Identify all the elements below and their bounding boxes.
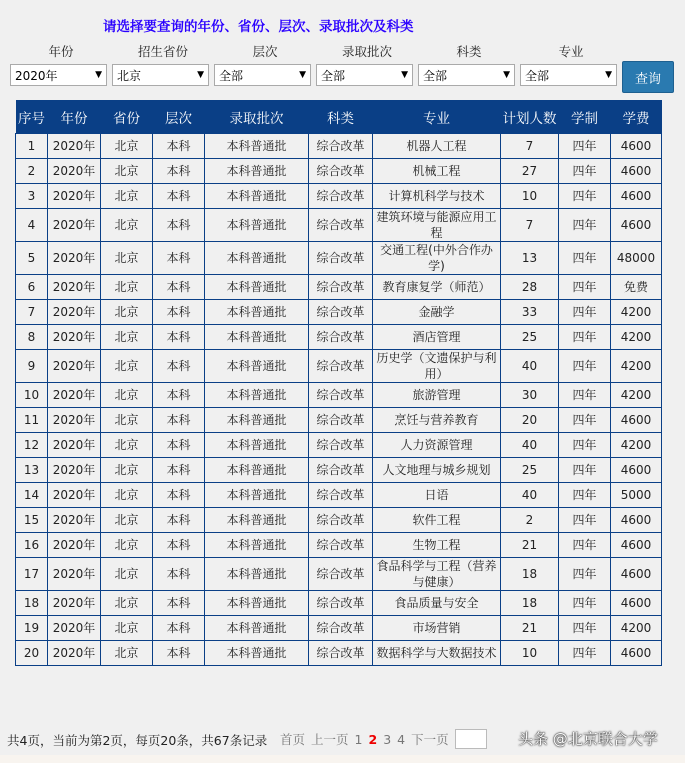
table-cell: 日语 xyxy=(373,483,501,508)
table-cell: 机器人工程 xyxy=(373,134,501,159)
table-cell: 综合改革 xyxy=(309,383,373,408)
table-cell: 21 xyxy=(501,616,559,641)
table-cell: 北京 xyxy=(101,458,153,483)
table-cell: 13 xyxy=(501,242,559,275)
table-cell: 5000 xyxy=(611,483,662,508)
chevron-down-icon: ▼ xyxy=(197,70,204,80)
table-cell: 酒店管理 xyxy=(373,325,501,350)
chevron-down-icon: ▼ xyxy=(605,70,612,80)
table-cell: 北京 xyxy=(101,408,153,433)
page-link-4[interactable]: 4 xyxy=(397,731,406,747)
table-cell: 本科 xyxy=(153,533,205,558)
table-cell: 本科 xyxy=(153,242,205,275)
table-row xyxy=(16,184,662,209)
filter-select[interactable] xyxy=(418,64,515,86)
table-cell: 2020年 xyxy=(48,483,101,508)
table-cell: 交通工程(中外合作办学) xyxy=(373,242,501,275)
table-cell: 9 xyxy=(16,350,48,383)
table-cell: 北京 xyxy=(101,508,153,533)
table-cell: 2020年 xyxy=(48,533,101,558)
table-cell: 本科 xyxy=(153,483,205,508)
table-cell: 本科普通批 xyxy=(205,408,309,433)
table-cell: 4 xyxy=(16,209,48,242)
query-button[interactable]: 查询 xyxy=(622,61,674,93)
table-cell: 15 xyxy=(16,508,48,533)
column-header: 学费 xyxy=(611,100,662,134)
table-cell: 7 xyxy=(501,134,559,159)
table-row xyxy=(16,383,662,408)
table-cell: 四年 xyxy=(559,616,611,641)
table-cell: 12 xyxy=(16,433,48,458)
table-cell: 本科普通批 xyxy=(205,134,309,159)
table-row xyxy=(16,641,662,666)
table-cell: 北京 xyxy=(101,300,153,325)
table-cell: 2020年 xyxy=(48,300,101,325)
table-cell: 烹饪与营养教育 xyxy=(373,408,501,433)
next-page-link[interactable]: 下一页 xyxy=(411,732,449,747)
column-header: 科类 xyxy=(309,100,373,134)
pagination xyxy=(280,729,487,749)
table-cell: 综合改革 xyxy=(309,325,373,350)
table-cell: 综合改革 xyxy=(309,533,373,558)
table-cell: 4600 xyxy=(611,591,662,616)
table-cell: 本科 xyxy=(153,508,205,533)
table-cell: 30 xyxy=(501,383,559,408)
table-cell: 四年 xyxy=(559,275,611,300)
table-row xyxy=(16,300,662,325)
column-header: 计划人数 xyxy=(501,100,559,134)
chevron-down-icon: ▼ xyxy=(503,70,510,80)
table-cell: 2 xyxy=(501,508,559,533)
table-cell: 北京 xyxy=(101,134,153,159)
table-cell: 2020年 xyxy=(48,209,101,242)
table-cell: 4600 xyxy=(611,209,662,242)
table-cell: 2020年 xyxy=(48,325,101,350)
table-row xyxy=(16,433,662,458)
table-row xyxy=(16,242,662,275)
table-cell: 本科 xyxy=(153,134,205,159)
filter-select[interactable] xyxy=(520,64,617,86)
table-cell: 本科 xyxy=(153,275,205,300)
table-cell: 21 xyxy=(501,533,559,558)
table-cell: 本科 xyxy=(153,433,205,458)
select-value: 2020年 xyxy=(15,68,58,83)
page-jump-input[interactable] xyxy=(455,729,487,749)
table-cell: 25 xyxy=(501,325,559,350)
table-cell: 本科 xyxy=(153,300,205,325)
table-row xyxy=(16,209,662,242)
table-cell: 四年 xyxy=(559,533,611,558)
select-value: 全部 xyxy=(321,68,346,83)
table-cell: 本科 xyxy=(153,159,205,184)
table-cell: 8 xyxy=(16,325,48,350)
table-cell: 综合改革 xyxy=(309,184,373,209)
column-header: 年份 xyxy=(48,100,101,134)
table-cell: 免费 xyxy=(611,275,662,300)
table-cell: 4600 xyxy=(611,508,662,533)
table-cell: 四年 xyxy=(559,641,611,666)
table-cell: 7 xyxy=(501,209,559,242)
table-cell: 北京 xyxy=(101,209,153,242)
table-cell: 综合改革 xyxy=(309,508,373,533)
table-cell: 本科普通批 xyxy=(205,458,309,483)
table-cell: 人力资源管理 xyxy=(373,433,501,458)
table-cell: 四年 xyxy=(559,508,611,533)
table-cell: 2020年 xyxy=(48,350,101,383)
table-cell: 19 xyxy=(16,616,48,641)
select-value: 全部 xyxy=(423,68,448,83)
table-cell: 本科普通批 xyxy=(205,483,309,508)
table-cell: 北京 xyxy=(101,433,153,458)
table-cell: 历史学（文遗保护与利用） xyxy=(373,350,501,383)
table-cell: 4600 xyxy=(611,458,662,483)
table-cell: 食品质量与安全 xyxy=(373,591,501,616)
table-cell: 7 xyxy=(16,300,48,325)
table-cell: 本科 xyxy=(153,641,205,666)
table-cell: 市场营销 xyxy=(373,616,501,641)
column-header: 学制 xyxy=(559,100,611,134)
table-cell: 本科普通批 xyxy=(205,325,309,350)
table-cell: 20 xyxy=(501,408,559,433)
table-cell: 北京 xyxy=(101,616,153,641)
page-link-3[interactable]: 3 xyxy=(383,731,392,747)
table-cell: 北京 xyxy=(101,641,153,666)
table-cell: 综合改革 xyxy=(309,483,373,508)
table-cell: 本科 xyxy=(153,558,205,591)
table-cell: 旅游管理 xyxy=(373,383,501,408)
table-row xyxy=(16,408,662,433)
table-cell: 机械工程 xyxy=(373,159,501,184)
table-cell: 4600 xyxy=(611,641,662,666)
table-cell: 2020年 xyxy=(48,508,101,533)
table-row xyxy=(16,159,662,184)
table-cell: 48000 xyxy=(611,242,662,275)
table-cell: 28 xyxy=(501,275,559,300)
table-cell: 4200 xyxy=(611,383,662,408)
select-value: 全部 xyxy=(525,68,550,83)
table-cell: 本科普通批 xyxy=(205,159,309,184)
table-cell: 本科普通批 xyxy=(205,533,309,558)
column-header: 序号 xyxy=(16,100,48,134)
table-cell: 综合改革 xyxy=(309,408,373,433)
table-cell: 本科普通批 xyxy=(205,350,309,383)
table-cell: 本科 xyxy=(153,383,205,408)
table-cell: 13 xyxy=(16,458,48,483)
table-row xyxy=(16,508,662,533)
page-link-1[interactable]: 1 xyxy=(354,731,363,747)
table-cell: 2020年 xyxy=(48,184,101,209)
table-cell: 综合改革 xyxy=(309,433,373,458)
select-value: 全部 xyxy=(219,68,244,83)
table-cell: 四年 xyxy=(559,408,611,433)
table-cell: 27 xyxy=(501,159,559,184)
table-cell: 本科普通批 xyxy=(205,184,309,209)
table-cell: 人文地理与城乡规划 xyxy=(373,458,501,483)
page-link-2[interactable]: 2 xyxy=(368,731,378,747)
table-row xyxy=(16,591,662,616)
table-cell: 20 xyxy=(16,641,48,666)
table-cell: 四年 xyxy=(559,383,611,408)
table-cell: 本科 xyxy=(153,616,205,641)
table-cell: 北京 xyxy=(101,383,153,408)
table-cell: 10 xyxy=(501,641,559,666)
table-cell: 四年 xyxy=(559,209,611,242)
table-cell: 本科普通批 xyxy=(205,383,309,408)
table-cell: 综合改革 xyxy=(309,159,373,184)
table-cell: 计算机科学与技术 xyxy=(373,184,501,209)
table-cell: 40 xyxy=(501,350,559,383)
filter-label: 招生省份 xyxy=(137,44,188,59)
table-cell: 2020年 xyxy=(48,433,101,458)
table-cell: 四年 xyxy=(559,483,611,508)
table-cell: 2020年 xyxy=(48,383,101,408)
table-cell: 综合改革 xyxy=(309,275,373,300)
table-cell: 本科 xyxy=(153,184,205,209)
table-cell: 18 xyxy=(501,591,559,616)
table-cell: 本科普通批 xyxy=(205,591,309,616)
chevron-down-icon: ▼ xyxy=(401,70,408,80)
table-cell: 综合改革 xyxy=(309,558,373,591)
table-cell: 综合改革 xyxy=(309,134,373,159)
table-cell: 综合改革 xyxy=(309,616,373,641)
filter-label: 层次 xyxy=(252,44,278,59)
table-cell: 4600 xyxy=(611,408,662,433)
filter-label: 科类 xyxy=(456,44,482,59)
table-cell: 33 xyxy=(501,300,559,325)
table-cell: 北京 xyxy=(101,242,153,275)
table-cell: 14 xyxy=(16,483,48,508)
table-cell: 4600 xyxy=(611,184,662,209)
table-cell: 本科普通批 xyxy=(205,616,309,641)
table-cell: 综合改革 xyxy=(309,458,373,483)
table-cell: 四年 xyxy=(559,458,611,483)
table-cell: 本科普通批 xyxy=(205,209,309,242)
table-cell: 本科普通批 xyxy=(205,433,309,458)
record-summary: 共4页，当前为第2页，每页20条，共67条记录 xyxy=(7,733,268,748)
table-cell: 综合改革 xyxy=(309,300,373,325)
table-cell: 6 xyxy=(16,275,48,300)
column-header: 专业 xyxy=(373,100,501,134)
table-cell: 北京 xyxy=(101,483,153,508)
table-cell: 本科普通批 xyxy=(205,558,309,591)
table-row xyxy=(16,483,662,508)
column-header: 省份 xyxy=(101,100,153,134)
table-row xyxy=(16,616,662,641)
table-cell: 四年 xyxy=(559,591,611,616)
table-cell: 16 xyxy=(16,533,48,558)
table-cell: 教育康复学（师范） xyxy=(373,275,501,300)
table-cell: 本科 xyxy=(153,408,205,433)
results-table xyxy=(15,100,662,666)
table-cell: 综合改革 xyxy=(309,591,373,616)
table-cell: 4200 xyxy=(611,616,662,641)
filter-select[interactable] xyxy=(214,64,311,86)
filter-label: 年份 xyxy=(48,44,74,59)
table-cell: 软件工程 xyxy=(373,508,501,533)
table-cell: 1 xyxy=(16,134,48,159)
table-cell: 综合改革 xyxy=(309,242,373,275)
table-cell: 本科 xyxy=(153,458,205,483)
table-cell: 四年 xyxy=(559,300,611,325)
table-cell: 2020年 xyxy=(48,641,101,666)
table-cell: 北京 xyxy=(101,159,153,184)
page-title: 请选择要查询的年份、省份、层次、录取批次及科类 xyxy=(103,19,414,35)
table-cell: 18 xyxy=(16,591,48,616)
table-cell: 40 xyxy=(501,483,559,508)
table-cell: 四年 xyxy=(559,134,611,159)
table-cell: 本科 xyxy=(153,325,205,350)
column-header: 录取批次 xyxy=(205,100,309,134)
filter-label: 录取批次 xyxy=(341,44,392,59)
table-cell: 本科普通批 xyxy=(205,275,309,300)
table-cell: 4600 xyxy=(611,159,662,184)
table-cell: 2020年 xyxy=(48,558,101,591)
table-cell: 11 xyxy=(16,408,48,433)
table-row xyxy=(16,350,662,383)
table-cell: 本科 xyxy=(153,591,205,616)
table-cell: 综合改革 xyxy=(309,209,373,242)
table-cell: 综合改革 xyxy=(309,641,373,666)
table-row xyxy=(16,275,662,300)
table-cell: 17 xyxy=(16,558,48,591)
table-cell: 2020年 xyxy=(48,591,101,616)
table-cell: 2020年 xyxy=(48,616,101,641)
table-cell: 本科普通批 xyxy=(205,508,309,533)
table-cell: 2020年 xyxy=(48,242,101,275)
table-cell: 食品科学与工程（营养与健康） xyxy=(373,558,501,591)
table-cell: 5 xyxy=(16,242,48,275)
table-cell: 2020年 xyxy=(48,159,101,184)
table-cell: 四年 xyxy=(559,433,611,458)
table-cell: 本科 xyxy=(153,350,205,383)
table-cell: 18 xyxy=(501,558,559,591)
table-cell: 北京 xyxy=(101,591,153,616)
table-cell: 四年 xyxy=(559,350,611,383)
filter-label: 专业 xyxy=(558,44,584,59)
filter-select[interactable] xyxy=(112,64,209,86)
first-page-link[interactable]: 首页 xyxy=(280,732,306,747)
table-cell: 10 xyxy=(501,184,559,209)
table-cell: 4600 xyxy=(611,558,662,591)
table-cell: 4600 xyxy=(611,134,662,159)
table-cell: 2020年 xyxy=(48,275,101,300)
table-cell: 数据科学与大数据技术 xyxy=(373,641,501,666)
filter-select[interactable] xyxy=(316,64,413,86)
table-row xyxy=(16,458,662,483)
table-cell: 2020年 xyxy=(48,458,101,483)
table-cell: 北京 xyxy=(101,275,153,300)
select-value: 北京 xyxy=(117,68,142,83)
table-cell: 北京 xyxy=(101,558,153,591)
table-cell: 25 xyxy=(501,458,559,483)
watermark: 头条 @北京联合大学 xyxy=(518,730,658,748)
table-row xyxy=(16,558,662,591)
table-cell: 40 xyxy=(501,433,559,458)
table-cell: 2 xyxy=(16,159,48,184)
table-row xyxy=(16,134,662,159)
table-cell: 金融学 xyxy=(373,300,501,325)
chevron-down-icon: ▼ xyxy=(95,70,102,80)
table-cell: 本科普通批 xyxy=(205,300,309,325)
table-cell: 4200 xyxy=(611,433,662,458)
table-cell: 4200 xyxy=(611,300,662,325)
table-row xyxy=(16,325,662,350)
table-cell: 四年 xyxy=(559,325,611,350)
table-cell: 2020年 xyxy=(48,408,101,433)
table-cell: 3 xyxy=(16,184,48,209)
table-cell: 北京 xyxy=(101,350,153,383)
table-cell: 四年 xyxy=(559,558,611,591)
table-cell: 2020年 xyxy=(48,134,101,159)
chevron-down-icon: ▼ xyxy=(299,70,306,80)
table-cell: 4600 xyxy=(611,533,662,558)
table-cell: 4200 xyxy=(611,350,662,383)
bottom-strip xyxy=(0,755,685,763)
table-cell: 四年 xyxy=(559,159,611,184)
filter-select[interactable] xyxy=(10,64,107,86)
table-cell: 本科 xyxy=(153,209,205,242)
table-cell: 10 xyxy=(16,383,48,408)
table-cell: 综合改革 xyxy=(309,350,373,383)
column-header: 层次 xyxy=(153,100,205,134)
table-cell: 本科普通批 xyxy=(205,242,309,275)
table-cell: 北京 xyxy=(101,325,153,350)
table-cell: 四年 xyxy=(559,242,611,275)
table-row xyxy=(16,533,662,558)
table-cell: 北京 xyxy=(101,533,153,558)
table-cell: 生物工程 xyxy=(373,533,501,558)
table-cell: 建筑环境与能源应用工程 xyxy=(373,209,501,242)
table-cell: 4200 xyxy=(611,325,662,350)
table-cell: 本科普通批 xyxy=(205,641,309,666)
table-cell: 北京 xyxy=(101,184,153,209)
table-cell: 四年 xyxy=(559,184,611,209)
prev-page-link[interactable]: 上一页 xyxy=(311,732,349,747)
